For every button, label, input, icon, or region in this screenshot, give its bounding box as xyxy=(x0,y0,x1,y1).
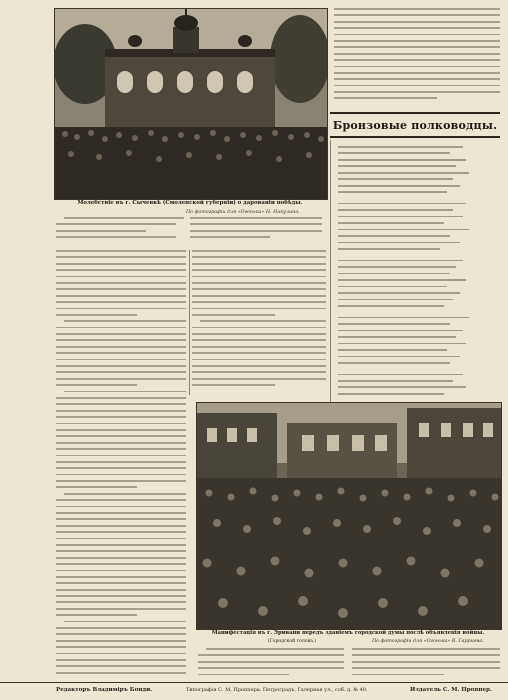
middle-column-text-top xyxy=(192,250,326,398)
top-photo-description-right xyxy=(190,217,324,245)
bottom-photo-caption-sub: (Городской голова.) xyxy=(267,639,317,644)
poem-heading-box xyxy=(330,112,500,138)
top-photo-image xyxy=(55,9,327,199)
left-column-text xyxy=(56,250,186,678)
top-photo-credit: По фотографіи для «Огонька» Н. Никулина. xyxy=(186,210,300,215)
footer-editor: Редакторъ Владиміръ Бонди. xyxy=(56,687,153,693)
top-photo-caption: Молебствіе въ г. Сычевкѣ (Смоленской губерніи) о дарованіи побѣды. xyxy=(77,200,303,206)
column-divider xyxy=(189,250,190,395)
poem-body xyxy=(338,146,498,399)
footer-printer: Типографія С. М. Проппера. Петроградъ, Галерная ул., соб. д. № 40. xyxy=(186,687,368,693)
bottom-photo-description-right xyxy=(352,648,500,680)
bottom-photo-caption: Манифестація въ г. Эривани передъ зданіемъ городской думы послѣ объявленія войны. xyxy=(211,630,485,636)
column-divider xyxy=(330,140,331,425)
poem-heading: Бронзовые полководцы. xyxy=(332,118,498,132)
top-photo xyxy=(54,8,328,200)
page-footer xyxy=(0,682,508,699)
bottom-photo-description-left xyxy=(198,648,344,680)
bottom-photo-image xyxy=(197,403,501,629)
footer-publisher: Издатель С. М. Проппер. xyxy=(410,687,492,693)
right-column-text-top xyxy=(334,8,500,106)
bottom-photo-credit: По фотографіи для «Огонька» В. Гарриева. xyxy=(372,639,484,644)
bottom-photo xyxy=(196,402,502,630)
